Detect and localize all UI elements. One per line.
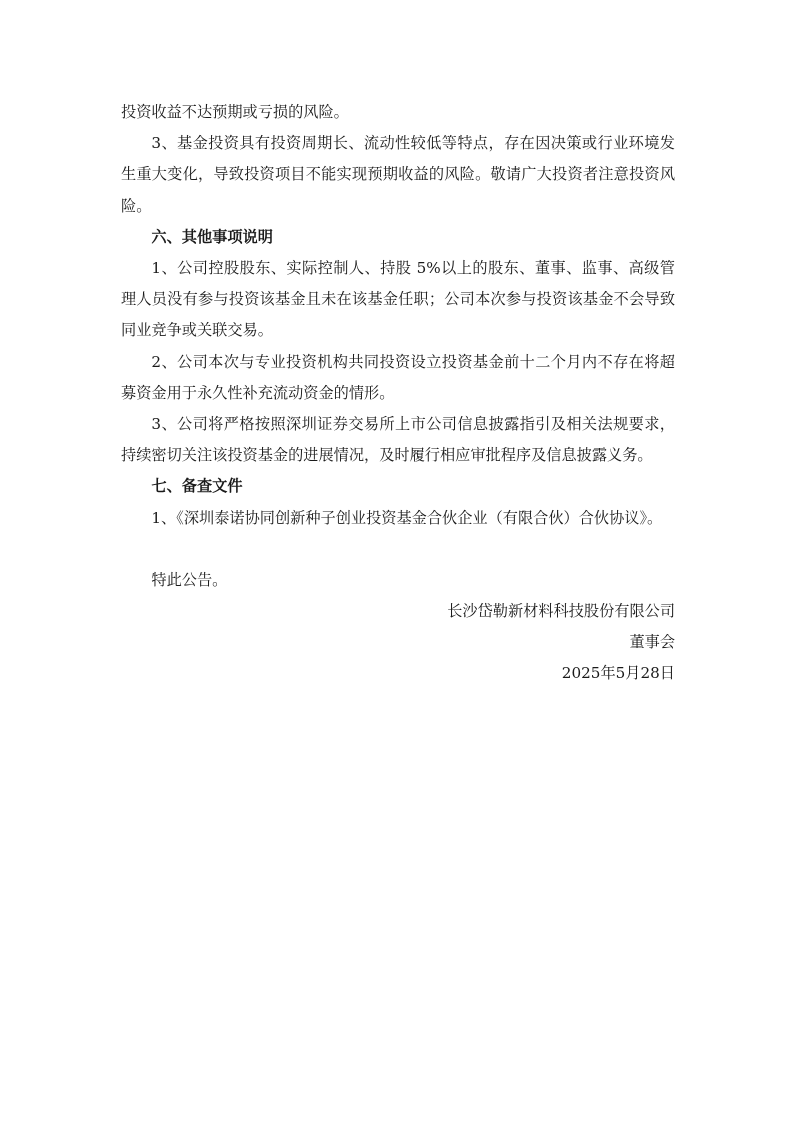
risk-item-3: 3、基金投资具有投资周期长、流动性较低等特点，存在因决策或行业环境发生重大变化，导致投资项目不能实现预期收益的风险。敬请广大投资者注意投资风险。 [121, 134, 675, 215]
section-6-item-2: 2、公司本次与专业投资机构共同投资设立投资基金前十二个月内不存在将超募资金用于永久性补充流动资金的情形。 [121, 352, 675, 402]
blank-line [121, 534, 675, 565]
closing-statement: 特此公告。 [151, 570, 228, 589]
signature-board: 董事会 [629, 633, 675, 652]
section-6-item-1: 1、公司控股股东、实际控制人、持股 5%以上的股东、董事、监事、高级管理人员没有参与投资该基金且未在该基金任职；公司本次参与投资该基金不会导致同业竞争或关联交易。 [121, 259, 675, 340]
section-6-item-3: 3、公司将严格按照深圳证券交易所上市公司信息披露指引及相关法规要求，持续密切关注该投资基金的进展情况，及时履行相应审批程序及信息披露义务。 [121, 415, 675, 465]
document-body [121, 97, 675, 690]
signature-company: 长沙岱勒新材料科技股份有限公司 [447, 602, 675, 621]
signature-date: 2025年5月28日 [561, 664, 675, 683]
section-6-heading: 六、其他事项说明 [151, 227, 273, 246]
section-7-heading: 七、备查文件 [151, 477, 243, 496]
section-7-item-1: 1、《深圳泰诺协同创新种子创业投资基金合伙企业（有限合伙）合伙协议》。 [151, 508, 663, 527]
continued-paragraph: 投资收益不达预期或亏损的风险。 [121, 103, 349, 121]
